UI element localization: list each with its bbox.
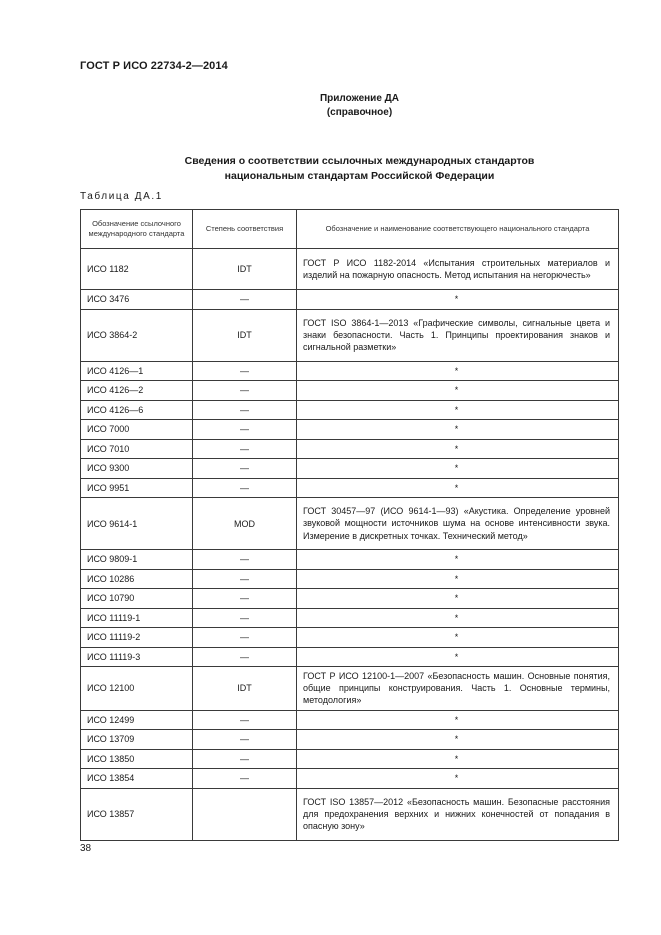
- cell-degree: —: [193, 589, 297, 609]
- cell-degree: —: [193, 459, 297, 479]
- cell-degree: MOD: [193, 498, 297, 550]
- cell-national-standard: ГОСТ Р ИСО 12100-1—2007 «Безопасность машин. Основные понятия, общие принципы конструирования. Часть 1. Основные термины, методология»: [297, 667, 619, 711]
- cell-degree: —: [193, 361, 297, 381]
- cell-international-standard: ИСО 10286: [81, 569, 193, 589]
- cell-international-standard: ИСО 11119-3: [81, 647, 193, 667]
- table-row: [81, 309, 619, 361]
- cell-degree: —: [193, 439, 297, 459]
- table-row: [81, 249, 619, 290]
- cell-international-standard: ИСО 13709: [81, 730, 193, 750]
- section-title-line-1: Сведения о соответствии ссылочных международных стандартов: [184, 155, 535, 167]
- table-header-row: [81, 210, 619, 249]
- cell-degree: IDT: [193, 309, 297, 361]
- cell-national-standard: *: [297, 550, 619, 570]
- cell-national-standard: *: [297, 478, 619, 498]
- table-label: Таблица ДА.1: [80, 191, 163, 202]
- cell-degree: —: [193, 749, 297, 769]
- cell-national-standard: *: [297, 459, 619, 479]
- cell-international-standard: ИСО 4126—1: [81, 361, 193, 381]
- cell-international-standard: ИСО 13850: [81, 749, 193, 769]
- cell-international-standard: ИСО 7010: [81, 439, 193, 459]
- header-degree: Степень соответствия: [193, 210, 297, 249]
- cell-degree: —: [193, 400, 297, 420]
- table-row: [81, 749, 619, 769]
- cell-international-standard: ИСО 10790: [81, 589, 193, 609]
- table-row: [81, 788, 619, 840]
- cell-national-standard: *: [297, 608, 619, 628]
- section-title-line-2: национальным стандартам Российской Федерации: [224, 170, 495, 182]
- cell-international-standard: ИСО 1182: [81, 249, 193, 290]
- cell-national-standard: *: [297, 749, 619, 769]
- cell-degree: —: [193, 769, 297, 789]
- cell-national-standard: *: [297, 730, 619, 750]
- header-international-standard: Обозначение ссылочного международного стандарта: [81, 210, 193, 249]
- cell-international-standard: ИСО 9951: [81, 478, 193, 498]
- table-row: [81, 628, 619, 648]
- standards-table: [80, 209, 619, 841]
- cell-international-standard: ИСО 9809-1: [81, 550, 193, 570]
- cell-national-standard: *: [297, 710, 619, 730]
- cell-degree: —: [193, 647, 297, 667]
- table-row: [81, 459, 619, 479]
- cell-degree: —: [193, 290, 297, 310]
- cell-international-standard: ИСО 13857: [81, 788, 193, 840]
- cell-international-standard: ИСО 11119-1: [81, 608, 193, 628]
- cell-degree: —: [193, 550, 297, 570]
- table-row: [81, 400, 619, 420]
- cell-national-standard: ГОСТ ISO 3864-1—2013 «Графические символы, сигнальные цвета и знаки безопасности. Часть 1. Принципы проектирования знаков и сигнальной разметки»: [297, 309, 619, 361]
- table-row: [81, 550, 619, 570]
- table-row: [81, 439, 619, 459]
- table-row: [81, 730, 619, 750]
- cell-international-standard: ИСО 7000: [81, 420, 193, 440]
- cell-international-standard: ИСО 11119-2: [81, 628, 193, 648]
- table-row: [81, 381, 619, 401]
- cell-international-standard: ИСО 9614-1: [81, 498, 193, 550]
- cell-degree: —: [193, 420, 297, 440]
- cell-international-standard: ИСО 3864-2: [81, 309, 193, 361]
- cell-national-standard: *: [297, 628, 619, 648]
- cell-degree: —: [193, 628, 297, 648]
- cell-national-standard: ГОСТ 30457—97 (ИСО 9614-1—93) «Акустика. Определение уровней звуковой мощности источников шума на основе интенсивности звука. Измерение в дискретных точках. Технический метод»: [297, 498, 619, 550]
- table-body: [81, 249, 619, 841]
- annex-title: Приложение ДА: [319, 93, 400, 104]
- annex-subtitle: (справочное): [326, 107, 393, 118]
- table-row: [81, 498, 619, 550]
- cell-international-standard: ИСО 4126—2: [81, 381, 193, 401]
- table-row: [81, 569, 619, 589]
- cell-degree: —: [193, 608, 297, 628]
- cell-degree: —: [193, 710, 297, 730]
- cell-degree: —: [193, 381, 297, 401]
- cell-international-standard: ИСО 4126—6: [81, 400, 193, 420]
- cell-degree: IDT: [193, 667, 297, 711]
- table-row: [81, 290, 619, 310]
- cell-national-standard: *: [297, 381, 619, 401]
- cell-degree: —: [193, 569, 297, 589]
- cell-degree: —: [193, 730, 297, 750]
- table-row: [81, 589, 619, 609]
- table-row: [81, 667, 619, 711]
- cell-degree: [193, 788, 297, 840]
- cell-international-standard: ИСО 9300: [81, 459, 193, 479]
- cell-international-standard: ИСО 3476: [81, 290, 193, 310]
- cell-national-standard: *: [297, 589, 619, 609]
- cell-national-standard: *: [297, 361, 619, 381]
- annex-heading: [0, 92, 661, 120]
- table-row: [81, 478, 619, 498]
- cell-national-standard: *: [297, 420, 619, 440]
- cell-national-standard: *: [297, 400, 619, 420]
- table-row: [81, 361, 619, 381]
- page-header-doc-code: ГОСТ Р ИСО 22734-2—2014: [80, 60, 228, 72]
- table-row: [81, 710, 619, 730]
- cell-degree: —: [193, 478, 297, 498]
- cell-national-standard: ГОСТ ISO 13857—2012 «Безопасность машин. Безопасные расстояния для предохранения верхних и нижних конечностей от попадания в опасную зону»: [297, 788, 619, 840]
- cell-national-standard: ГОСТ Р ИСО 1182-2014 «Испытания строительных материалов и изделий на пожарную опасность. Метод испытания на негорючесть»: [297, 249, 619, 290]
- table-row: [81, 420, 619, 440]
- cell-national-standard: *: [297, 569, 619, 589]
- cell-national-standard: *: [297, 769, 619, 789]
- table-row: [81, 608, 619, 628]
- cell-international-standard: ИСО 12499: [81, 710, 193, 730]
- cell-degree: IDT: [193, 249, 297, 290]
- cell-national-standard: *: [297, 647, 619, 667]
- page-number: 38: [80, 843, 92, 854]
- cell-international-standard: ИСО 12100: [81, 667, 193, 711]
- header-national-standard: Обозначение и наименование соответствующего национального стандарта: [297, 210, 619, 249]
- table-row: [81, 647, 619, 667]
- section-title: [0, 154, 661, 184]
- cell-international-standard: ИСО 13854: [81, 769, 193, 789]
- cell-national-standard: *: [297, 439, 619, 459]
- table-row: [81, 769, 619, 789]
- cell-national-standard: *: [297, 290, 619, 310]
